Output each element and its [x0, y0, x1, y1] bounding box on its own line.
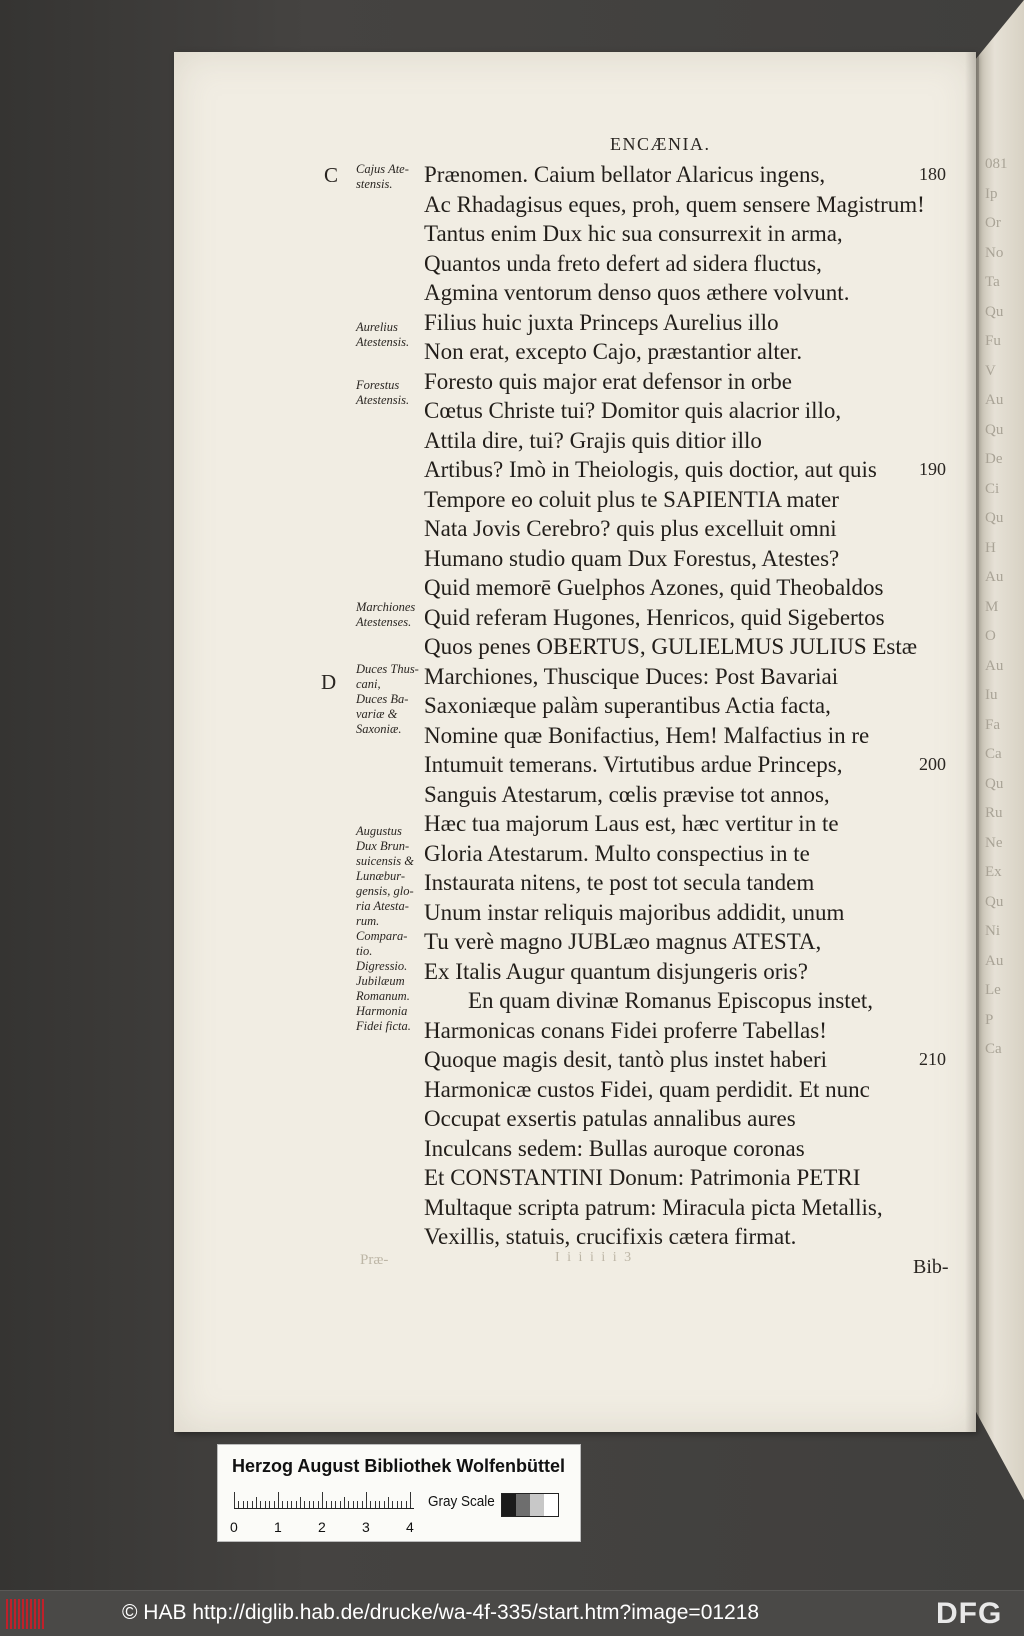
verse-text: Quid referam Hugones, Henricos, quid Sigebertos: [424, 604, 885, 630]
verse-line: [424, 1104, 964, 1134]
running-head: ENCÆNIA.: [610, 134, 711, 154]
bleed-fragment: Ex: [985, 864, 1002, 880]
verse-line: [424, 868, 964, 898]
viewer-footer: [0, 1590, 1024, 1636]
verse-text: Attila dire, tui? Grajis quis ditior illo: [424, 427, 762, 453]
ruler-label: 0: [230, 1519, 238, 1535]
ruler-tick: [304, 1501, 305, 1508]
bleed-fragment: Fa: [985, 716, 1000, 733]
verse-line: [424, 249, 964, 279]
verse-line: [424, 278, 964, 308]
verse-line: [424, 632, 964, 662]
ruler-label: 4: [406, 1519, 414, 1535]
bleed-fragment: Ru: [985, 805, 1003, 821]
line-number: 190: [919, 459, 946, 479]
verse-line: [424, 219, 964, 249]
margin-note: Augustus Dux Brun- suicensis & Lunæbur- gensis, glo- ria Atesta- rum. Compara- tio. Digressio. Jubilæum Romanum. Harmonia Fidei ficta.: [356, 824, 414, 1033]
verse-text: Artibus? Imò in Theiologis, quis doctior, aut quis: [424, 457, 877, 482]
bleed-fragment: De: [985, 451, 1003, 467]
verse-line: [424, 839, 964, 869]
verse-text: Harmonicas conans Fidei proferre Tabellas!: [424, 1017, 827, 1043]
ruler-tick: [335, 1501, 336, 1508]
ruler: [234, 1491, 414, 1509]
verse-line: [424, 1222, 964, 1252]
bleed-fragment: Qu: [985, 893, 1004, 910]
bleed-fragment: M: [985, 598, 999, 615]
verse-text: Quoque magis desit, tantò plus instet haberi: [424, 1047, 828, 1072]
verse-text: Non erat, excepto Cajo, præstantior alter.: [424, 339, 803, 364]
bleed-fragment: Qu: [985, 421, 1004, 438]
verse-line: [424, 927, 964, 957]
bleed-fragment: Le: [985, 982, 1001, 998]
ruler-tick: [296, 1501, 297, 1508]
ruler-tick: [397, 1501, 398, 1508]
ruler-tick: [406, 1501, 407, 1508]
verse-text: Filius huic juxta Princeps Aurelius illo: [424, 309, 779, 335]
bleed-fragment: Fu: [985, 333, 1001, 349]
verse-text: Nata Jovis Cerebro? quis plus excelluit omni: [424, 516, 837, 541]
grayscale-label: Gray Scale: [428, 1493, 495, 1510]
verse-line: [424, 1016, 964, 1046]
ruler-tick: [252, 1501, 253, 1508]
ruler-tick: [234, 1492, 235, 1508]
ruler-tick: [353, 1501, 354, 1508]
verse-text: Sanguis Atestarum, cœlis prævise tot annos,: [424, 781, 830, 807]
bleed-fragment: Au: [985, 392, 1004, 408]
column-letter-d: D: [321, 670, 337, 694]
verse-line: [424, 455, 964, 485]
ruler-tick: [300, 1497, 301, 1508]
ruler-tick: [265, 1501, 266, 1508]
bleed-fragment: Qu: [985, 303, 1004, 320]
ruler-label: 2: [318, 1519, 326, 1535]
verse-line: [424, 426, 964, 456]
ruler-tick: [322, 1492, 323, 1508]
verse-text: Gloria Atestarum. Multo conspectius in te: [424, 840, 810, 866]
verse-text: Nomine quæ Bonifactius, Hem! Malfactius in re: [424, 722, 870, 748]
verse-line: [424, 308, 964, 338]
grayscale-swatch: [544, 1494, 558, 1516]
bleed-fragment: O: [985, 628, 996, 644]
ruler-tick: [388, 1497, 389, 1508]
verse-text: Foresto quis major erat defensor in orbe: [424, 368, 792, 394]
ruler-tick: [340, 1501, 341, 1508]
verse-text: Tu verè magno JUBLæo magnus ATESTA,: [424, 929, 822, 954]
verse-line: [424, 367, 964, 397]
verse-text: Ex Italis Augur quantum disjungeris oris?: [424, 958, 808, 984]
verse-text: Tempore eo coluit plus te SAPIENTIA mater: [424, 486, 839, 512]
bleed-fragment: No: [985, 244, 1004, 261]
verse-line: [424, 603, 964, 633]
verse-text: Multaque scripta patrum: Miracula picta Metallis,: [424, 1194, 883, 1220]
ruler-tick: [410, 1492, 411, 1508]
verse-line: [424, 573, 964, 603]
ruler-tick: [392, 1501, 393, 1508]
ruler-tick: [318, 1501, 319, 1508]
verse-text: Hæc tua majorum Laus est, hæc vertitur in te: [424, 811, 839, 836]
ruler-tick: [401, 1501, 402, 1508]
verse-line: [424, 514, 964, 544]
verse-line: [424, 1193, 964, 1223]
facing-page-bleed-text: [985, 150, 1024, 1250]
bleed-fragment: Ne: [985, 834, 1003, 851]
ruler-tick: [370, 1501, 371, 1508]
ruler-tick: [366, 1492, 367, 1508]
verse-text: Occupat exsertis patulas annalibus aures: [424, 1106, 796, 1131]
hab-logo-icon: [6, 1599, 46, 1629]
library-name: Herzog August Bibliothek Wolfenbüttel: [232, 1456, 565, 1476]
verse-text: Marchiones, Thuscique Duces: Post Bavariai: [424, 663, 839, 689]
verse-text: En quam divinæ Romanus Episcopus instet,: [468, 988, 874, 1013]
ruler-tick: [282, 1501, 283, 1508]
color-scale-card: [217, 1444, 581, 1542]
margin-note: Cajus Ate- stensis.: [356, 162, 409, 191]
margin-note: Aurelius Atestensis.: [356, 320, 410, 349]
ruler-tick: [269, 1501, 270, 1508]
ruler-tick: [326, 1501, 327, 1508]
verse-text: Quid memorē Guelphos Azones, quid Theobaldos: [424, 575, 884, 600]
verse-line: [424, 160, 964, 190]
ruler-tick: [278, 1492, 279, 1508]
line-number: 210: [919, 1049, 946, 1069]
bleed-fragment: V: [985, 362, 996, 379]
dfg-logo: DFG: [936, 1597, 1003, 1630]
ruler-tick: [309, 1501, 310, 1508]
margin-note: Forestus Atestensis.: [356, 378, 410, 407]
verse-line: [424, 898, 964, 928]
verse-line: [424, 1045, 964, 1075]
ruler-tick: [287, 1501, 288, 1508]
verse-text: Cœtus Christe tui? Domitor quis alacrior illo,: [424, 398, 842, 423]
margin-note: Duces Thus- cani, Duces Ba- variæ & Saxoniæ.: [356, 662, 419, 736]
verse-line: [424, 485, 964, 515]
verse-text: Et CONSTANTINI Donum: Patrimonia PETRI: [424, 1165, 861, 1190]
verse-text: Harmonicæ custos Fidei, quam perdidit. Et nunc: [424, 1076, 870, 1102]
ruler-tick: [256, 1497, 257, 1508]
verse-text: Instaurata nitens, te post tot secula tandem: [424, 870, 815, 895]
verse-line: [424, 396, 964, 426]
bleed-fragment: 081: [985, 156, 1008, 172]
ruler-tick: [313, 1501, 314, 1508]
grayscale-swatch: [516, 1494, 530, 1516]
bleed-fragment: Au: [985, 657, 1004, 674]
faint-signature-mark: I i i i i i 3: [555, 1250, 634, 1265]
ruler-tick: [344, 1497, 345, 1508]
faint-bleed-margin: Præ-: [360, 1252, 389, 1268]
verse-text: Prænomen. Caium bellator Alaricus ingens,: [424, 162, 826, 187]
bleed-fragment: Ni: [985, 923, 1000, 939]
gutter-shadow: [965, 52, 979, 1432]
verse-text: Saxoniæque palàm superantibus Actia facta,: [424, 693, 831, 718]
grayscale-swatch: [530, 1494, 544, 1516]
verse-text: Unum instar reliquis majoribus addidit, unum: [424, 899, 845, 925]
verse-text: Intumuit temerans. Virtutibus ardue Princeps,: [424, 752, 843, 777]
bleed-fragment: Ci: [985, 480, 1000, 497]
line-number: 200: [919, 754, 946, 774]
bleed-fragment: Ip: [985, 185, 998, 202]
verse-line: [424, 1134, 964, 1164]
verse-text: Quos penes OBERTUS, GULIELMUS JULIUS Estæ: [424, 634, 918, 659]
bleed-fragment: Ca: [985, 746, 1002, 762]
bleed-fragment: Qu: [985, 510, 1004, 526]
verse-text-block: [424, 160, 964, 1252]
bleed-fragment: Qu: [985, 775, 1004, 792]
ruler-tick: [379, 1501, 380, 1508]
ruler-labels: [230, 1519, 430, 1537]
verse-line: [424, 337, 964, 367]
ruler-tick: [375, 1501, 376, 1508]
bleed-fragment: Iu: [985, 687, 998, 703]
verse-line: [424, 750, 964, 780]
grayscale-swatch: [502, 1494, 516, 1516]
bleed-fragment: Or: [985, 215, 1001, 231]
footer-credit-link[interactable]: © HAB http://diglib.hab.de/drucke/wa-4f-335/start.htm?image=01218: [122, 1601, 760, 1624]
verse-text: Ac Rhadagisus eques, proh, quem sensere Magistrum!: [424, 191, 925, 217]
line-number: 180: [919, 164, 946, 184]
verse-line: [424, 662, 964, 692]
bleed-fragment: Au: [985, 952, 1004, 969]
verse-text: Vexillis, statuis, crucifixis cætera firmat.: [424, 1224, 797, 1249]
verse-text: Agmina ventorum denso quos æthere volvunt.: [424, 280, 850, 305]
ruler-label: 3: [362, 1519, 370, 1535]
ruler-tick: [260, 1501, 261, 1508]
bleed-fragment: Ca: [985, 1041, 1002, 1057]
verse-line: [424, 1075, 964, 1105]
bleed-fragment: P: [985, 1011, 994, 1028]
ruler-tick: [274, 1501, 275, 1508]
verse-line: [424, 986, 964, 1016]
verse-text: Tantus enim Dux hic sua consurrexit in arma,: [424, 221, 843, 246]
ruler-tick: [247, 1501, 248, 1508]
bleed-fragment: Ta: [985, 274, 1000, 290]
ruler-tick: [362, 1501, 363, 1508]
ruler-tick: [238, 1501, 239, 1508]
margin-note: Marchiones Atestenses.: [356, 600, 416, 629]
bleed-fragment: Au: [985, 569, 1004, 585]
verse-line: [424, 957, 964, 987]
verse-line: [424, 780, 964, 810]
ruler-tick: [357, 1501, 358, 1508]
bleed-fragment: H: [985, 539, 996, 556]
verse-text: Inculcans sedem: Bullas auroque coronas: [424, 1135, 805, 1161]
catchword: Bib-: [913, 1256, 949, 1278]
ruler-tick: [348, 1501, 349, 1508]
ruler-tick: [384, 1501, 385, 1508]
verse-line: [424, 1163, 964, 1193]
ruler-tick: [243, 1501, 244, 1508]
grayscale-swatches: [501, 1493, 559, 1517]
ruler-tick: [291, 1501, 292, 1508]
verse-line: [424, 691, 964, 721]
verse-line: [424, 721, 964, 751]
verse-line: [424, 544, 964, 574]
verse-line: [424, 809, 964, 839]
verse-text: Quantos unda freto defert ad sidera fluctus,: [424, 250, 822, 276]
ruler-tick: [331, 1501, 332, 1508]
ruler-label: 1: [274, 1519, 282, 1535]
verse-text: Humano studio quam Dux Forestus, Atestes?: [424, 545, 840, 571]
verse-line: [424, 190, 964, 220]
column-letter-c: C: [324, 163, 339, 187]
